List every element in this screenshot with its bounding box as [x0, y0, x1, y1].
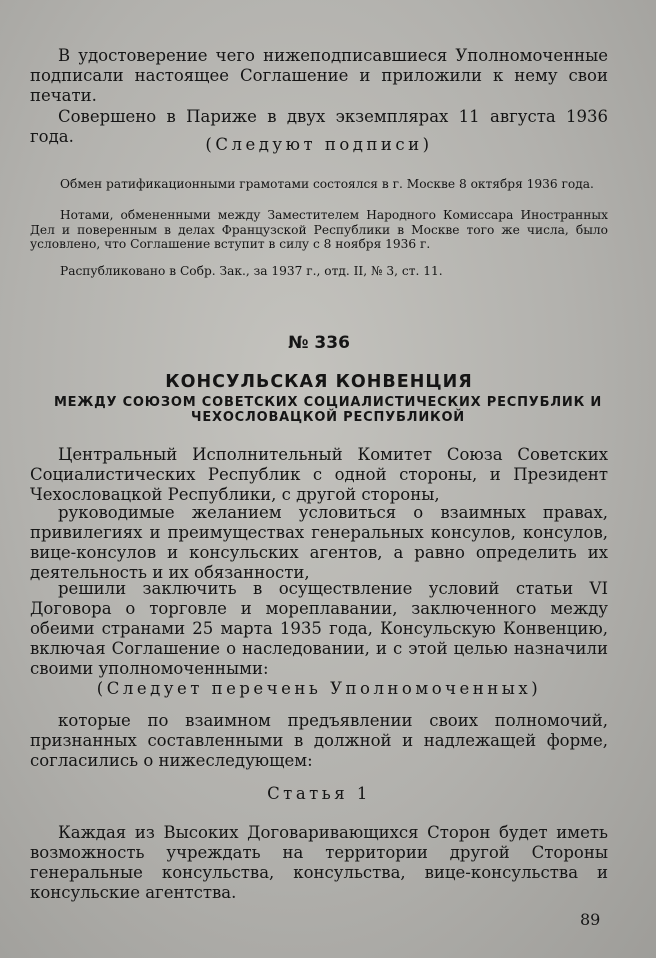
- page-number: 89: [580, 910, 601, 929]
- article-text: Каждая из Высоких Договаривающихся Сторон будет иметь возможность учреждать на территории другой Стороны генеральные консульства, консульства, вице-консульства и консульские агентства.: [30, 823, 608, 902]
- agreement-paragraph: которые по взаимном предъявлении своих полномочий, признанных составленными в должной и надлежащей форме, согласились о нижеследующем:: [30, 711, 608, 770]
- plenipotentiaries-note: (Следует перечень Уполномоченных): [96, 679, 542, 698]
- preamble-parties: Центральный Исполнительный Комитет Союза Советских Социалистических Республик с одной стороны, и Президент Чехословацкой Республики, с другой стороны,: [30, 445, 608, 504]
- closing-paragraph: В удостоверение чего нижеподписавшиеся Уполномоченные подписали настоящее Соглашение и приложили к нему свои печати.: [30, 46, 608, 105]
- publication-note: Распубликовано в Собр. Зак., за 1937 г., отд. II, № 3, ст. 11.: [60, 264, 443, 278]
- article-heading: Статья 1: [267, 784, 371, 803]
- done-line: Совершено в Париже в двух экземплярах 11 августа 1936 года.: [30, 107, 608, 146]
- document-number: № 336: [288, 333, 350, 353]
- preamble-purpose: руководимые желанием условиться о взаимных правах, привилегиях и преимуществах генеральных консулов, консулов, вице-консулов и консульских агентов, а равно определить их деятельность и их обязанности,: [30, 503, 608, 582]
- notes-exchange-note: Нотами, обмененными между Заместителем Народного Комиссара Иностранных Дел и поверенным в делах Французской Республики в Москве того же числа, было условлено, что Соглашение вступит в силу с 8 ноября 1936 г.: [30, 208, 608, 252]
- signatures-note: (Следуют подписи): [205, 135, 433, 154]
- convention-subtitle: МЕЖДУ СОЮЗОМ СОВЕТСКИХ СОЦИАЛИСТИЧЕСКИХ РЕСПУБЛИК И ЧЕХОСЛОВАЦКОЙ РЕСПУБЛИКОЙ: [53, 395, 603, 425]
- preamble-decision: решили заключить в осуществление условий статьи VI Договора о торговле и мореплавании, заключенного между обеими странами 25 марта 1935 года, Консульскую Конвенцию, включая Соглашение о наследовании, и с этой целью назначили своими уполномоченными:: [30, 579, 608, 678]
- convention-title: КОНСУЛЬСКАЯ КОНВЕНЦИЯ: [165, 372, 473, 392]
- ratification-note: Обмен ратификационными грамотами состоялся в г. Москве 8 октября 1936 года.: [60, 177, 594, 191]
